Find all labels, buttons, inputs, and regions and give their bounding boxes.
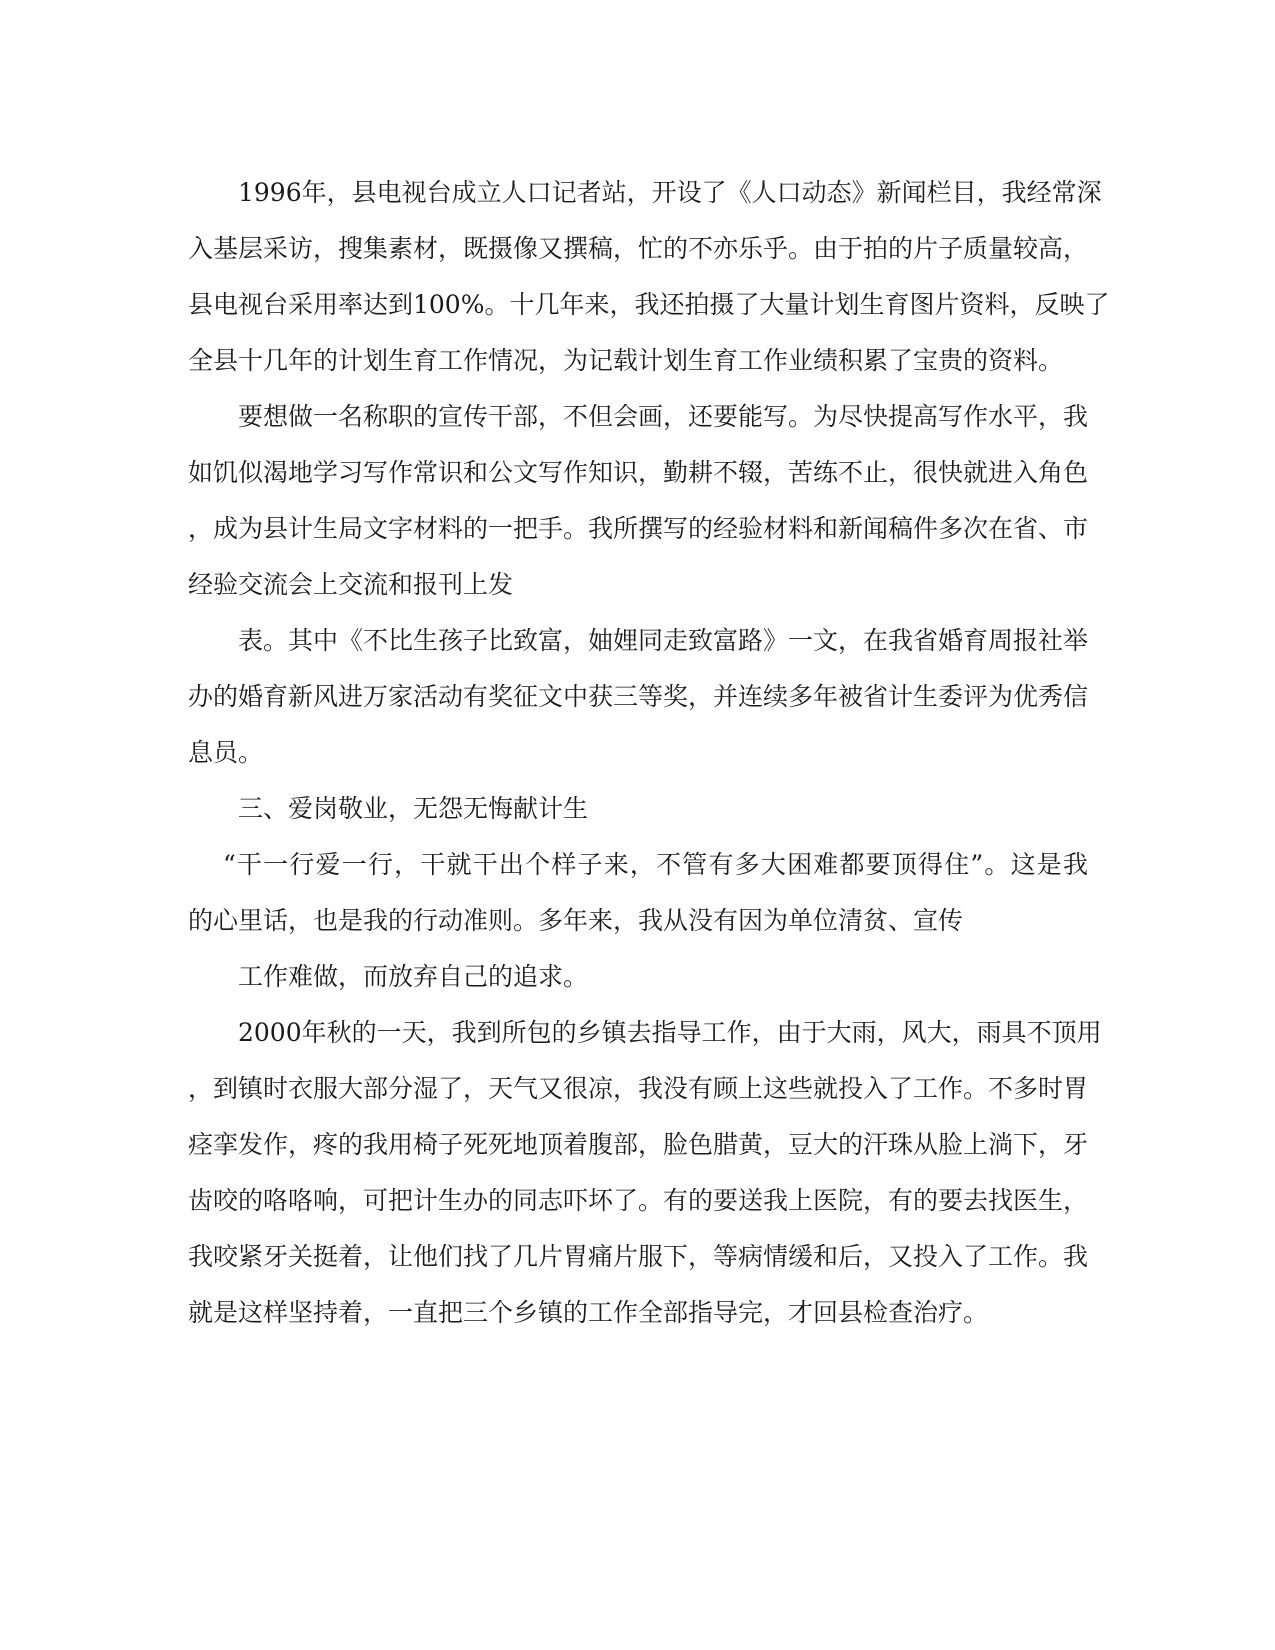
- text-line: ，成为县计生局文字材料的一把手。我所撰写的经验材料和新闻稿件多次在省、市: [188, 514, 1089, 543]
- section-heading: 三、爱岗敬业，无怨无悔献计生: [238, 794, 589, 823]
- text-line: 要想做一名称职的宣传干部，不但会画，还要能写。为尽快提高写作水平，我: [238, 402, 1089, 431]
- text-line: ，到镇时衣服大部分湿了，天气又很凉，我没有顾上这些就投入了工作。不多时胃: [188, 1074, 1089, 1103]
- text-line: 全县十几年的计划生育工作情况，为记载计划生育工作业绩积累了宝贵的资料。: [188, 346, 1064, 375]
- text-line: 经验交流会上交流和报刊上发: [188, 570, 514, 599]
- text-line: 齿咬的咯咯响，可把计生办的同志吓坏了。有的要送我上医院，有的要去找医生，: [188, 1186, 1089, 1215]
- text-line: 的心里话，也是我的行动准则。多年来，我从没有因为单位清贫、宣传: [188, 906, 964, 935]
- text-line: 县电视台采用率达到100%。十几年来，我还拍摄了大量计划生育图片资料，反映了: [188, 290, 1110, 319]
- text-line: 息员。: [188, 738, 264, 767]
- body-text: [188, 165, 1110, 1341]
- text-line: “干一行爱一行，干就干出个样子来，不管有多大困难都要顶得住”。这是我: [223, 850, 1088, 879]
- text-line: 就是这样坚持着，一直把三个乡镇的工作全部指导完，才回县检查治疗。: [188, 1298, 989, 1327]
- text-line: 我咬紧牙关挺着，让他们找了几片胃痛片服下，等病情缓和后，又投入了工作。我: [188, 1242, 1089, 1271]
- text-line: 办的婚育新风进万家活动有奖征文中获三等奖，并连续多年被省计生委评为优秀信: [188, 682, 1089, 711]
- text-line: 工作难做，而放弃自己的追求。: [238, 962, 589, 991]
- text-line: 1996年，县电视台成立人口记者站，开设了《人口动态》新闻栏目，我经常深: [238, 178, 1102, 207]
- text-line: 入基层采访，搜集素材，既摄像又撰稿，忙的不亦乐乎。由于拍的片子质量较高，: [188, 234, 1089, 263]
- text-line: 如饥似渴地学习写作常识和公文写作知识，勤耕不辍，苦练不止，很快就进入角色: [188, 458, 1089, 487]
- text-line: 表。其中《不比生孩子比致富，妯娌同走致富路》一文，在我省婚育周报社举: [238, 626, 1089, 655]
- text-line: 2000年秋的一天，我到所包的乡镇去指导工作，由于大雨，风大，雨具不顶用: [238, 1018, 1102, 1047]
- text-line: 痉挛发作，疼的我用椅子死死地顶着腹部，脸色腊黄，豆大的汗珠从脸上淌下，牙: [188, 1130, 1089, 1159]
